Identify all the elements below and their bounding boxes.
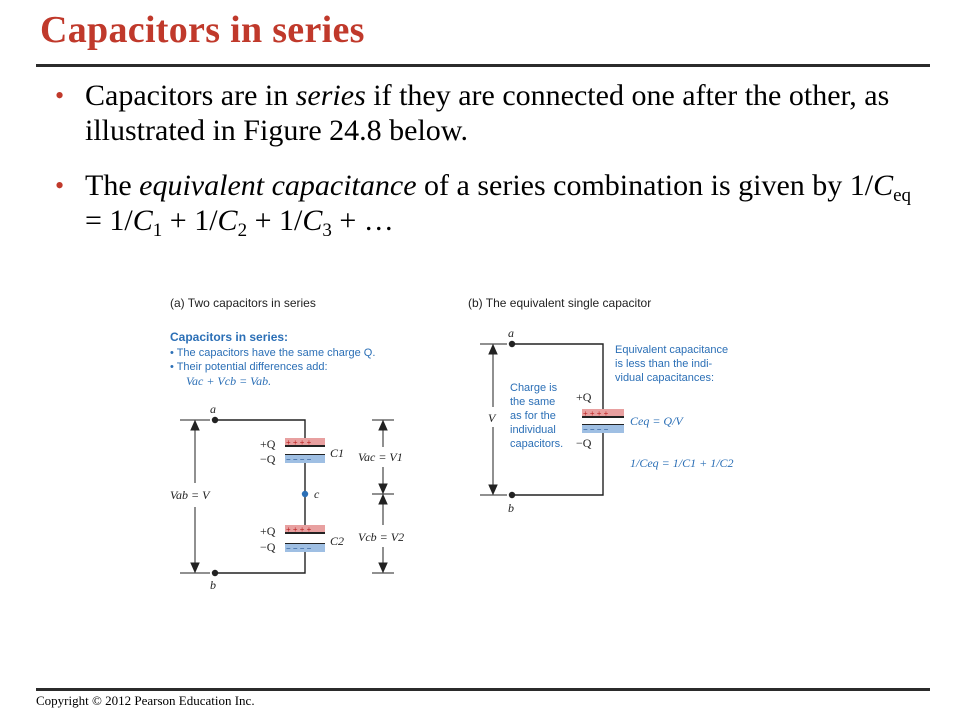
footer-divider — [36, 688, 930, 691]
title-divider — [36, 64, 930, 67]
bullet-text: + 1/ — [247, 204, 303, 237]
bullet-emphasis: equivalent capacitance — [139, 169, 417, 202]
c1-label: C1 — [330, 446, 345, 460]
ceq-plus-q: +Q — [576, 390, 592, 404]
charge-note-line-4: individual — [510, 424, 556, 436]
charge-note-line-3: as for the — [510, 410, 556, 422]
bullet-text: + … — [331, 204, 394, 237]
node-a-label: a — [210, 402, 216, 416]
subscript-1: 1 — [152, 220, 163, 241]
vac-label: Vac = V1 — [358, 450, 403, 464]
node-b-label: b — [210, 578, 216, 592]
node-b-b-dot — [509, 492, 515, 498]
c1-plus-q: +Q — [260, 437, 276, 451]
bullet-text: = 1/ — [85, 204, 133, 237]
ceq-plate-minus: − − − − — [583, 425, 609, 434]
node-b-dot — [212, 570, 218, 576]
bullet-text: Capacitors are in — [85, 79, 296, 112]
panel-a-point-1: • The capacitors have the same charge Q. — [170, 347, 376, 359]
bullet-text: if they are connected one after the other, as illustrated in Figure 24.8 below. — [85, 79, 890, 147]
bullet-equivalent-capacitance — [55, 168, 935, 241]
symbol-c: C — [217, 204, 238, 237]
symbol-c: C — [132, 204, 153, 237]
ceq-plate-plus: + + + + — [583, 409, 609, 418]
v-label: V — [488, 411, 496, 425]
symbol-c: C — [302, 204, 323, 237]
c2-plate-minus: − − − − — [286, 544, 312, 553]
charge-note-line-2: the same — [510, 396, 556, 408]
charge-note-line-5: capacitors. — [510, 438, 564, 450]
charge-note-line-1: Charge is — [510, 382, 558, 394]
ceq-minus-q: −Q — [576, 436, 592, 450]
equiv-note-line-2: is less than the indi- — [615, 358, 713, 370]
panel-a-caption: (a) Two capacitors in series — [170, 296, 316, 310]
node-c-label: c — [314, 487, 320, 501]
bullet-text: + 1/ — [162, 204, 218, 237]
subscript-eq: eq — [893, 185, 912, 206]
c1-plate-plus: + + + + — [286, 438, 312, 447]
node-b-b-label: b — [508, 501, 514, 515]
c2-plate-plus: + + + + — [286, 525, 312, 534]
vcb-label: Vcb = V2 — [358, 530, 405, 544]
bullet-text: of a series combination is given by 1/ — [416, 169, 874, 202]
node-a-dot — [212, 417, 218, 423]
equiv-note-line-3: vidual capacitances: — [615, 372, 715, 384]
panel-a-point-2: • Their potential differences add: — [170, 361, 328, 373]
sum-formula: 1/Ceq = 1/C1 + 1/C2 — [630, 456, 734, 470]
vac-vcb-arrows — [372, 420, 394, 573]
node-b-a-dot — [509, 341, 515, 347]
c2-minus-q: −Q — [260, 540, 276, 554]
node-c-dot — [302, 491, 308, 497]
subscript-2: 2 — [237, 220, 248, 241]
subscript-3: 3 — [322, 220, 332, 241]
c1-minus-q: −Q — [260, 452, 276, 466]
bullet-series-definition — [55, 78, 935, 148]
panel-a-equation: Vac + Vcb = Vab. — [186, 374, 272, 388]
bullet-list — [55, 78, 935, 258]
panel-b-caption: (b) The equivalent single capacitor — [468, 296, 652, 310]
vab-label: Vab = V — [170, 488, 210, 502]
bullet-text: The — [85, 169, 140, 202]
panel-a-box-title: Capacitors in series: — [170, 330, 289, 344]
c2-plus-q: +Q — [260, 524, 276, 538]
node-b-a-label: a — [508, 326, 514, 340]
c2-label: C2 — [330, 534, 345, 548]
ceq-formula: Ceq = Q/V — [630, 414, 683, 428]
symbol-c: C — [873, 169, 894, 202]
copyright-footer: Copyright © 2012 Pearson Education Inc. — [36, 693, 255, 708]
c1-plate-minus: − − − − — [286, 455, 312, 464]
slide-title: Capacitors in series — [40, 9, 365, 51]
equiv-note-line-1: Equivalent capacitance — [615, 344, 729, 356]
bullet-emphasis: series — [295, 79, 366, 112]
figure-24-8 — [150, 285, 770, 595]
